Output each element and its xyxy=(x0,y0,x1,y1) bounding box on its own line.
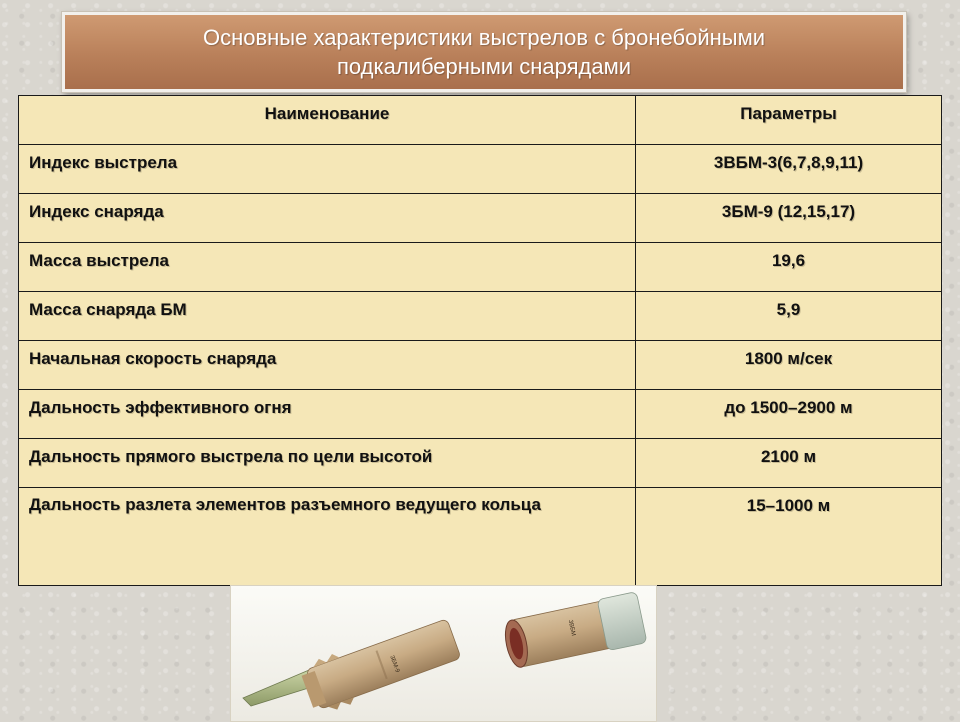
projectile-left xyxy=(243,613,463,717)
row-name: Масса снаряда БМ xyxy=(19,292,636,341)
row-value: 2100 м xyxy=(636,439,942,488)
svg-text:3БМ-9: 3БМ-9 xyxy=(388,654,401,674)
ammunition-illustration xyxy=(231,586,656,721)
row-name: Дальность разлета элементов разъемного ведущего кольца xyxy=(19,488,636,586)
table-header-row xyxy=(19,96,942,145)
table-row xyxy=(19,292,942,341)
header-name: Наименование xyxy=(19,96,636,145)
table-row xyxy=(19,194,942,243)
table-row xyxy=(19,390,942,439)
table-row xyxy=(19,243,942,292)
svg-text:3ВБМ: 3ВБМ xyxy=(566,619,577,637)
table-row xyxy=(19,341,942,390)
table-row xyxy=(19,145,942,194)
row-value: 1800 м/сек xyxy=(636,341,942,390)
row-name: Дальность эффективного огня xyxy=(19,390,636,439)
row-name: Масса выстрела xyxy=(19,243,636,292)
projectile-right xyxy=(501,592,647,672)
table-row xyxy=(19,488,942,586)
row-value: 5,9 xyxy=(636,292,942,341)
characteristics-table xyxy=(18,95,942,586)
apfsds-rounds-photo xyxy=(230,585,657,722)
header-parameters: Параметры xyxy=(636,96,942,145)
row-value: 3ВБМ-3(6,7,8,9,11) xyxy=(636,145,942,194)
slide-title-line-1: Основные характеристики выстрелов с бронебойными xyxy=(202,25,766,50)
row-name: Дальность прямого выстрела по цели высотой xyxy=(19,439,636,488)
row-value: до 1500–2900 м xyxy=(636,390,942,439)
row-name: Индекс снаряда xyxy=(19,194,636,243)
slide-title xyxy=(62,12,906,92)
slide-title-line-2: подкалиберными снарядами xyxy=(336,54,632,79)
row-value: 3БМ-9 (12,15,17) xyxy=(636,194,942,243)
table-row xyxy=(19,439,942,488)
row-value: 19,6 xyxy=(636,243,942,292)
row-name: Индекс выстрела xyxy=(19,145,636,194)
row-name: Начальная скорость снаряда xyxy=(19,341,636,390)
row-value: 15–1000 м xyxy=(636,488,942,586)
